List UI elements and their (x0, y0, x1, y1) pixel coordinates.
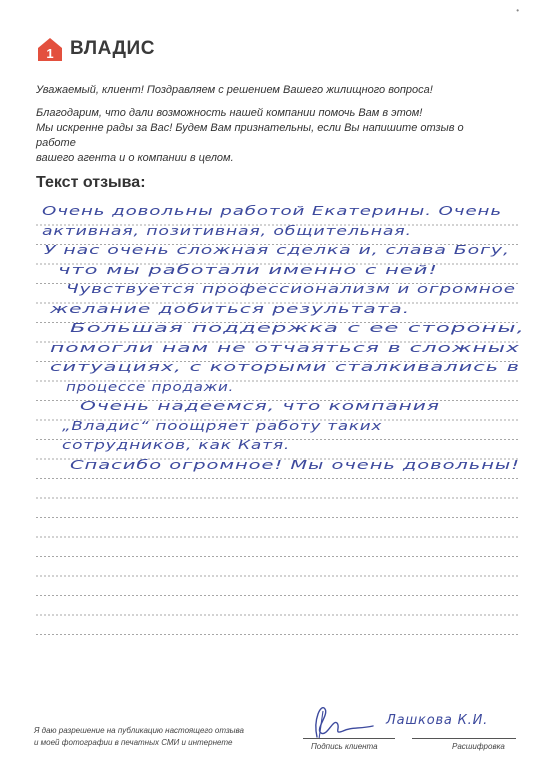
handwritten-line: ситуациях, с которыми сталкивались в (50, 359, 521, 374)
consent-line-2: и моей фотографии в печатных СМИ и интернете (34, 738, 233, 747)
handwritten-line: У нас очень сложная сделка и, слава Богу, (44, 242, 510, 257)
handwritten-line: желание добиться результата. (50, 300, 411, 316)
handwritten-line: Чувствуется профессионализм и огромное (66, 281, 516, 296)
consent-note (34, 725, 244, 749)
brand-logo (36, 36, 155, 62)
consent-line-1: Я даю разрешение на публикацию настоящего отзыва (34, 726, 244, 735)
decoding-line (412, 738, 516, 739)
intro-text (36, 83, 496, 166)
handwritten-line: активная, позитивная, общительная. (42, 222, 412, 238)
review-title: Текст отзыва: (36, 174, 146, 191)
decoding-handwritten: Лашкова К.И. (386, 713, 489, 728)
signature-caption: Подпись клиента (311, 742, 378, 751)
handwritten-line: сотрудников, как Катя. (62, 437, 291, 452)
house-logo-icon (36, 36, 64, 62)
handwritten-line: Очень довольны работой Екатерины. Очень (42, 203, 502, 218)
intro-request-cont: вашего агента и о компании в целом. (36, 152, 234, 164)
signature-line (303, 738, 395, 739)
handwritten-line: процессе продажи. (66, 378, 235, 394)
handwritten-line: что мы работали именно с ней! (58, 261, 438, 277)
intro-greeting: Уважаемый, клиент! Поздравляем с решением Вашего жилищного вопроса! (36, 84, 433, 96)
brand-name: ВЛАДИС (70, 38, 155, 59)
handwritten-line: Большая поддержка с ее стороны, (70, 320, 525, 335)
handwritten-line: помогли нам не отчаяться в сложных (50, 339, 520, 355)
intro-thanks: Благодарим, что дали возможность нашей компании помочь Вам в этом! (36, 107, 423, 119)
handwritten-line: „Владис“ поощряет работу таких (62, 417, 382, 433)
handwritten-line: Очень надеемся, что компания (80, 398, 440, 413)
handwritten-line: Спасибо огромное! Мы очень довольны! (70, 456, 520, 472)
intro-request: Мы искренне рады за Вас! Будем Вам признательны, если Вы напишите отзыв о работе (36, 122, 464, 149)
corner-mark: • (516, 6, 519, 15)
decoding-caption: Расшифровка (452, 742, 505, 751)
logo-digit: 1 (46, 46, 54, 61)
